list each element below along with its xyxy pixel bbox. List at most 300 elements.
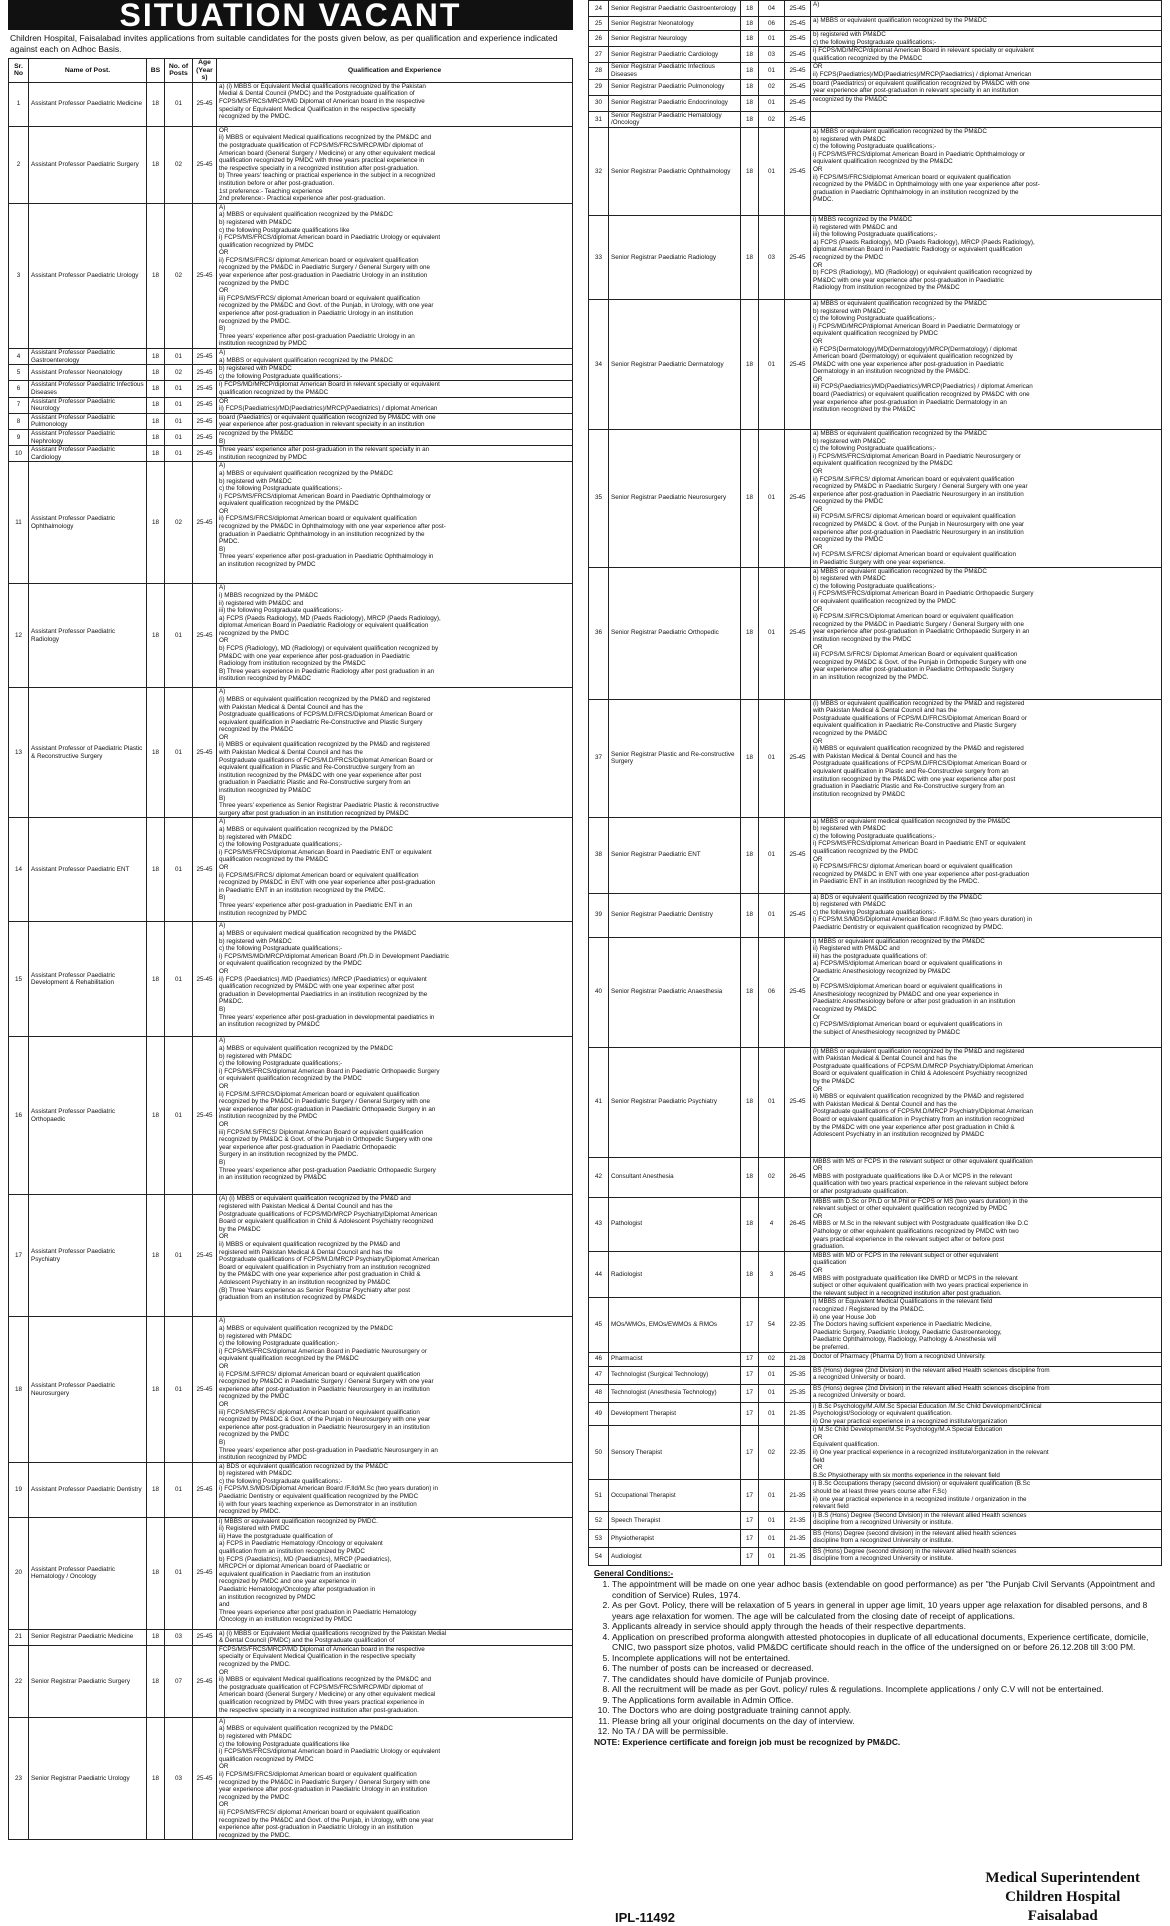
post-name-cell: Assistant Professor Paediatric Medicine: [29, 82, 147, 126]
post-name-cell: Senior Registrar Paediatric Pulmonology: [609, 79, 741, 95]
qualification-line: equivalent qualification recognized by the PM&DC: [219, 1355, 359, 1363]
qualification-line: i) FCPS/MS/FRCS/diplomat American Board in Paediatric Ophthalmology or: [813, 150, 1026, 158]
qualification-line: OR: [813, 165, 823, 173]
age-cell: 21-35: [785, 1547, 811, 1565]
bs-cell: 18: [741, 63, 759, 79]
qualification-cell: [811, 1047, 1162, 1157]
qualification-line: graduation.: [813, 1243, 845, 1251]
posts-count-cell: 01: [165, 1517, 193, 1629]
bs-cell: 18: [147, 584, 165, 688]
post-name-cell: Senior Registrar Neonatology: [609, 17, 741, 31]
qualification-line: iii) FCPS/M.S/FRCS/ diplomat American board or equivalent qualification: [813, 513, 1016, 521]
age-cell: 25-45: [193, 688, 217, 818]
age-cell: 21-35: [785, 1511, 811, 1529]
qualification-line: relevant subject or other equivalent qualification recognized by PMDC: [813, 1205, 1008, 1213]
posts-count-cell: 02: [165, 365, 193, 381]
qualification-line: MBBS with MD or FCPS in the relevant subject or other equivalent: [813, 1251, 999, 1259]
qualification-line: b) registered with PM&DC: [219, 833, 292, 841]
qualification-line: b) registered with PM&DC: [813, 825, 886, 833]
posts-count-cell: 01: [759, 1529, 785, 1547]
qualification-line: recognized by PM&DC & Govt. of the Punjab in Neurosurgery with one year: [219, 1416, 431, 1424]
age-cell: 25-45: [785, 79, 811, 95]
age-cell: 25-45: [193, 584, 217, 688]
post-name-cell: Pharmacist: [609, 1352, 741, 1366]
posts-count-cell: 04: [759, 1, 785, 17]
posts-count-cell: 01: [759, 817, 785, 893]
qualification-line: iv) FCPS/M.S/FRCS/ diplomat American board or equivalent qualification: [813, 551, 1016, 559]
qualification-line: A): [219, 1317, 226, 1325]
qualification-cell: [811, 127, 1162, 215]
bs-cell: 17: [741, 1384, 759, 1402]
post-name-cell: Assistant Professor Paediatric Radiology: [29, 584, 147, 688]
qualification-line: OR: [813, 1266, 823, 1274]
qualification-line: OR: [219, 1120, 229, 1128]
table-row: [9, 203, 573, 348]
qualification-line: discipline from a recognized University or institute.: [813, 1519, 953, 1527]
qualification-line: b) registered with PM&DC: [219, 1733, 292, 1741]
qualification-line: i) FCPS/MS/FRCS/diplomat American Board in Paediatric Orthopaedic Surgery: [219, 1067, 440, 1075]
sr-cell: 46: [589, 1352, 609, 1366]
age-cell: 26-45: [785, 1251, 811, 1298]
table-row: [589, 31, 1162, 47]
qualification-line: Three years' experience after post-graduation Paediatric Urology in an: [219, 332, 415, 340]
qualification-line: Postgraduate qualifications of FCPS/M.D/FRCS/Diplomat American Board or: [813, 760, 1027, 768]
qualification-line: discipline from a recognized University or institute.: [813, 1537, 953, 1545]
post-name-cell: Senior Registrar Paediatric Psychiatry: [609, 1047, 741, 1157]
qualification-line: board (Paediatrics) or equivalent qualification recognized by PM&DC with one: [813, 79, 1030, 87]
qualification-line: graduation in Paediatric Ophthalmology in an institution recognized by the: [219, 530, 425, 538]
table-row: [589, 215, 1162, 299]
table-row: [9, 688, 573, 818]
bs-cell: 17: [741, 1402, 759, 1426]
qualification-line: OR: [813, 375, 823, 383]
qualification-cell: [217, 126, 573, 203]
sr-cell: 29: [589, 79, 609, 95]
qualification-line: a recognized University or board.: [813, 1374, 906, 1382]
posts-count-cell: 01: [165, 1037, 193, 1195]
qualification-line: iii) FCPS/MS/FRCS/ diplomat American board or equivalent qualification: [219, 294, 420, 302]
qualification-cell: [811, 817, 1162, 893]
qualification-line: A): [219, 462, 226, 470]
age-cell: 25-45: [785, 1, 811, 17]
sr-cell: 47: [589, 1366, 609, 1384]
bs-cell: 18: [147, 1629, 165, 1645]
qualification-line: OR: [813, 543, 823, 551]
table-row: [9, 584, 573, 688]
post-name-cell: Senior Registrar Paediatric Urology: [29, 1717, 147, 1840]
post-name-cell: Development Therapist: [609, 1402, 741, 1426]
sr-cell: 12: [9, 584, 29, 688]
sr-cell: 31: [589, 111, 609, 127]
posts-count-cell: 01: [165, 584, 193, 688]
qualification-cell: [811, 699, 1162, 817]
qualification-line: recognized by the PMDC: [219, 629, 289, 637]
sr-cell: 30: [589, 95, 609, 111]
signature-title: Medical Superintendent: [985, 1870, 1140, 1886]
qualification-line: recognized by the PMDC: [813, 253, 883, 261]
qualification-cell: [217, 688, 573, 818]
posts-count-cell: 01: [165, 1462, 193, 1517]
age-cell: 25-45: [193, 365, 217, 381]
qualification-cell: [217, 1645, 573, 1717]
qualification-line: c) the following Postgraduate qualifications;-: [219, 372, 343, 380]
bs-cell: 17: [741, 1366, 759, 1384]
age-cell: 25-45: [193, 126, 217, 203]
qualification-line: A): [219, 1717, 226, 1725]
post-name-cell: Senior Registrar Paediatric Hematology /Oncology: [609, 111, 741, 127]
sr-cell: 19: [9, 1462, 29, 1517]
qualification-line: a) MBBS or equivalent medical qualification recognized by the PM&DC: [813, 817, 1011, 825]
age-cell: 26-45: [785, 1157, 811, 1197]
table-row: [589, 1547, 1162, 1565]
qualification-line: i) FCPS/MS/FRCS/diplomat American board in Paediatric Urology or equivalent: [219, 234, 441, 242]
qualification-line: OR: [813, 261, 823, 269]
qualification-line: B): [219, 1438, 226, 1446]
qualification-line: b) registered with PM&DC: [813, 901, 886, 909]
posts-table-left: [8, 58, 573, 1840]
qualification-line: c) the following Postgraduate qualifications;-: [219, 841, 343, 849]
post-name-cell: Senior Registrar Neurology: [609, 31, 741, 47]
posts-count-cell: 01: [759, 567, 785, 699]
qualification-line: graduation in Paediatric Ophthalmology in an institution recognized by the: [813, 188, 1019, 196]
age-cell: 25-45: [785, 817, 811, 893]
sr-cell: 24: [589, 1, 609, 17]
bs-cell: 18: [741, 567, 759, 699]
bs-cell: 17: [741, 1480, 759, 1511]
qualification-line: OR: [219, 1801, 229, 1809]
qualification-line: Doctor of Pharmacy (Pharma D) from a recognized University.: [813, 1352, 986, 1360]
note-text: NOTE: Experience certificate and foreign job must be recognized by PM&DC.: [594, 1736, 901, 1747]
qualification-line: i) FCPS/MS/FRCS/diplomat American Board in Paediatric ENT or equivalent: [813, 840, 1026, 848]
qualification-line: ii) MBBS or equivalent qualification recognized by the PM&D and registered: [219, 741, 430, 749]
posts-count-cell: 03: [165, 1717, 193, 1840]
table-row: [589, 1426, 1162, 1480]
col-post: Name of Post.: [29, 59, 147, 83]
intro-text: Children Hospital, Faisalabad invites applications from suitable candidates for the posts given below, as per qualification and experience indicated against each on Adhoc Basis.: [10, 33, 558, 54]
qualification-line: OR: [813, 1464, 823, 1472]
qualification-line: c) the following Postgraduate qualifications;-: [219, 485, 343, 493]
table-row: [9, 1317, 573, 1462]
qualification-line: B.Sc Physiotherapy with six months experience in the relevant field: [813, 1471, 1000, 1479]
age-cell: 25-45: [193, 82, 217, 126]
sr-cell: 33: [589, 215, 609, 299]
bs-cell: 17: [741, 1529, 759, 1547]
post-name-cell: Technologist (Surgical Technology): [609, 1366, 741, 1384]
qualification-line: year experience after post-graduation in relevant specialty in an institution: [219, 421, 425, 429]
qualification-line: recognized by the PMDC.: [219, 1661, 291, 1669]
qualification-line: in Paediatric ENT in an institution recognized by the PMDC.: [219, 886, 386, 894]
qualification-line: ii) MBBS or equivalent qualification recognized by the PM&D and registered: [813, 1093, 1024, 1101]
qualification-line: a) MBBS or equivalent qualification recognized by the PM&DC: [813, 567, 987, 575]
bs-cell: 18: [147, 818, 165, 922]
post-name-cell: Senior Registrar Paediatric Medicine: [29, 1629, 147, 1645]
post-name-cell: Assistant Professor Paediatric Infectious Diseases: [29, 381, 147, 397]
bs-cell: 18: [147, 922, 165, 1037]
qualification-line: institution recognized by PMDC: [219, 340, 307, 348]
post-name-cell: Assistant Professor Paediatric Hematology / Oncology: [29, 1517, 147, 1629]
qualification-line: diplomat American Board in Paediatric Radiology or equivalent qualification: [813, 246, 1023, 254]
qualification-line: Board or equivalent qualification in Child & Adolescent Psychiatry recognized: [219, 1218, 434, 1226]
sr-cell: 17: [9, 1195, 29, 1317]
age-cell: 25-45: [193, 1517, 217, 1629]
condition-item: 7. The candidates should have domicile of Punjab province.: [612, 1674, 1160, 1685]
sr-cell: 34: [589, 299, 609, 429]
post-name-cell: Assistant Professor Paediatric Orthopaedic: [29, 1037, 147, 1195]
age-cell: 25-45: [193, 413, 217, 429]
qualification-line: a) MBBS or equivalent qualification recognized by the PM&DC: [219, 1325, 393, 1332]
qualification-cell: [217, 82, 573, 126]
qualification-line: c) the following Postgraduate qualifications like: [219, 1740, 350, 1748]
qualification-line: qualification recognized by the PM&DC: [813, 54, 923, 62]
bs-cell: 18: [147, 397, 165, 413]
qualification-line: A): [813, 1, 820, 8]
sr-cell: 18: [9, 1317, 29, 1462]
sr-cell: 11: [9, 462, 29, 584]
qualification-line: equivalent qualification in Paediatric Re-Constructive and Plastic Surgery: [813, 722, 1017, 730]
qualification-cell: [811, 1547, 1162, 1565]
sr-cell: 14: [9, 818, 29, 922]
age-cell: 25-45: [785, 111, 811, 127]
sr-cell: 4: [9, 349, 29, 365]
qualification-line: registered with Pakistan Medical & Dental Council and has the: [219, 1248, 393, 1256]
qualification-cell: [217, 1317, 573, 1462]
condition-item: 6. The number of posts can be increased or decreased.: [612, 1663, 1160, 1674]
age-cell: 25-45: [193, 922, 217, 1037]
qualification-line: qualification recognized by the PM&DC: [219, 388, 329, 396]
sr-cell: 15: [9, 922, 29, 1037]
condition-item: 9. The Applications form available in Admin Office.: [612, 1695, 1160, 1706]
qualification-cell: [811, 429, 1162, 567]
qualification-cell: [811, 17, 1162, 31]
qualification-line: qualification: [813, 1259, 847, 1267]
qualification-line: Three years' experience after post-graduation in the relevant specialty in an: [219, 446, 430, 454]
bs-cell: 18: [147, 203, 165, 348]
qualification-line: qualification recognized by PMDC with three years practical experience in: [219, 1699, 425, 1707]
bs-cell: 17: [741, 1352, 759, 1366]
qualification-line: A): [219, 818, 226, 826]
qualification-line: Three years' experience as Senior Registrar Paediatric Plastic & reconstructive: [219, 802, 439, 810]
post-name-cell: Senior Registrar Paediatric Dentistry: [609, 893, 741, 937]
qualification-line: c) the following Postgraduate qualifications;-: [813, 445, 937, 453]
qualification-line: equivalent qualification in Plastic and Re-Constructive surgery from an: [813, 767, 1009, 775]
posts-count-cell: 01: [759, 95, 785, 111]
qualification-line: recognized by the PM&DC in Ophthalmology with one year experience after post-: [813, 181, 1040, 189]
qualification-line: recognized by the PM&DC: [813, 730, 888, 737]
post-name-cell: Assistant Professor Paediatric Nephrology: [29, 429, 147, 445]
qualification-line: graduation in Paediatric Plastic and Re-Constructive surgery from an: [813, 783, 1005, 791]
posts-count-cell: 02: [759, 1426, 785, 1480]
age-cell: 22-35: [785, 1426, 811, 1480]
qualification-line: ii) FCPS/MS/FRCS/diplomat American board or equivalent qualification: [219, 1771, 417, 1779]
qualification-line: Postgraduate qualifications of FCPS/M.D/FRCS/Diplomat American Board or: [813, 714, 1027, 722]
sr-cell: 7: [9, 397, 29, 413]
qualification-line: OR: [219, 507, 229, 515]
qualification-cell: [217, 818, 573, 922]
sr-cell: 53: [589, 1529, 609, 1547]
qualification-line: recognized by PM&DC in Paediatric Surgery / General Surgery with one year: [219, 1378, 434, 1386]
qualification-line: institution recognized by the PM&DC: [813, 406, 916, 414]
bs-cell: 18: [741, 215, 759, 299]
qualification-line: recognized by PM&DC: [813, 1005, 877, 1013]
table-row: [9, 381, 573, 397]
qualification-line: the respective specialty in a recognized institution after post-graduation.: [219, 1706, 419, 1714]
qualification-line: ii) FCPS(Dermatology)/MD(Dermatology)/MRCP(Dermatology) / diplomat: [813, 345, 1017, 353]
qualification-line: B): [219, 437, 226, 445]
age-cell: 25-45: [193, 397, 217, 413]
posts-count-cell: 07: [165, 1645, 193, 1717]
qualification-line: MBBS or M.Sc in the relevant subject with Postgraduate qualification like D.C: [813, 1220, 1029, 1228]
qualification-line: an institution recognized by PMDC: [219, 1593, 316, 1601]
sr-cell: 21: [9, 1629, 29, 1645]
qualification-line: b) registered with PM&DC: [219, 1332, 292, 1340]
posts-count-cell: 01: [759, 1384, 785, 1402]
age-cell: 25-45: [193, 1195, 217, 1317]
qualification-line: B): [219, 545, 226, 553]
post-name-cell: Assistant Professor Paediatric Psychiatry: [29, 1195, 147, 1317]
post-name-cell: Senior Registrar Paediatric ENT: [609, 817, 741, 893]
age-cell: 25-45: [785, 893, 811, 937]
qualification-line: specialty or Equivalent Medical Qualification in the respective specialty: [219, 1653, 416, 1661]
right-table-body: [589, 1, 1162, 1566]
table-row: [589, 127, 1162, 215]
table-row: [589, 429, 1162, 567]
qualification-line: recognized by PM&DC & Govt. of the Punjab in Orthopedic Surgery with one: [813, 658, 1027, 666]
qualification-line: (i) MBBS or equivalent qualification recognized by the PM&D and registered: [813, 1047, 1025, 1055]
qualification-cell: [811, 1251, 1162, 1298]
qualification-line: Postgraduate qualifications of FCPS/M.D/MRCP Psychiatry/Diplomat American: [219, 1256, 440, 1264]
qualification-line: Pathology or other equivalent qualifications recognized by PMDC with two: [813, 1228, 1019, 1235]
sr-cell: 8: [9, 413, 29, 429]
qualification-line: graduation from an institution recognized by PM&DC: [219, 1294, 366, 1302]
table-row: [589, 1298, 1162, 1352]
sr-cell: 36: [589, 567, 609, 699]
qualification-line: institution recognized by PM&DC: [219, 787, 312, 795]
qualification-line: recognized by the PMDC.: [219, 317, 291, 325]
qualification-line: a recognized University or board.: [813, 1392, 906, 1400]
bs-cell: 18: [147, 1645, 165, 1717]
table-row: [589, 1384, 1162, 1402]
qualification-line: recognized by PM&DC in Paediatric Surgery / General Surgery with one year: [813, 483, 1028, 491]
table-row: [589, 111, 1162, 127]
posts-count-cell: 01: [165, 429, 193, 445]
qualification-line: b) registered with PM&DC: [219, 365, 292, 373]
qualification-line: American board (Dermatology) or equivalent qualification recognized by: [813, 353, 1013, 361]
posts-count-cell: 01: [759, 1047, 785, 1157]
sr-cell: 32: [589, 127, 609, 215]
qualification-line: ii) FCPS/M.S/FRCS/Diplomat American board or equivalent qualification: [219, 1090, 420, 1098]
qualification-line: Three years' experience after post-graduation Paediatric Orthopaedic Surgery: [219, 1166, 436, 1174]
qualification-line: ii) registered with PM&DC and: [219, 599, 304, 607]
qualification-line: a) FCPS (Paeds Radiology), MD (Paeds Radiology), MRCP (Paeds Radiology),: [813, 238, 1035, 246]
qualification-line: recognized by the PM&DC: [219, 726, 294, 734]
sr-cell: 50: [589, 1426, 609, 1480]
qualification-line: or after postgraduate qualification.: [813, 1188, 909, 1195]
qualification-line: b) registered with PM&DC: [813, 575, 886, 583]
post-name-cell: Occupational Therapist: [609, 1480, 741, 1511]
posts-count-cell: 03: [759, 47, 785, 63]
bs-cell: 18: [741, 1157, 759, 1197]
qualification-line: recognized by the PM&DC in Paediatric Surgery / General Surgery with one: [813, 620, 1025, 628]
qualification-line: b) FCPS (Paediatrics), MD (Paediatrics), MRCP (Paediatrics),: [219, 1555, 392, 1563]
qualification-line: OR: [813, 337, 823, 345]
qualification-line: B) Three years experience in Paediatric Radiology after post graduation in an: [219, 667, 435, 675]
table-row: [9, 1037, 573, 1195]
qualification-line: be preferred.: [813, 1343, 850, 1351]
table-row: [589, 1402, 1162, 1426]
qualification-line: b) registered with PM&DC: [219, 937, 292, 945]
qualification-line: OR: [219, 863, 229, 871]
table-row: [589, 79, 1162, 95]
table-row: [589, 817, 1162, 893]
qualification-line: graduation in Developmental Paediatrics in an institution recognized by the: [219, 990, 428, 998]
age-cell: 22-35: [785, 1298, 811, 1352]
qualification-line: OR: [813, 467, 823, 475]
qualification-line: specialty or Equivalent Medical Qualification in the respective specialty: [219, 105, 416, 113]
qualification-cell: [811, 215, 1162, 299]
table-row: [9, 397, 573, 413]
qualification-line: OR: [813, 1212, 823, 1220]
qualification-line: i) FCPS/MS/MD/MRCP/diplomat American Board /Ph.D in Development Paediatric: [219, 952, 449, 960]
sr-cell: 23: [9, 1717, 29, 1840]
post-name-cell: Senior Registrar Paediatric Dermatology: [609, 299, 741, 429]
qualification-line: b) FCPS (Radiology), MD (Radiology) or equivalent qualification recognized by: [219, 645, 439, 653]
age-cell: 25-45: [193, 1462, 217, 1517]
table-row: [9, 922, 573, 1037]
table-row: [589, 299, 1162, 429]
post-name-cell: Senior Registrar Paediatric Cardiology: [609, 47, 741, 63]
sr-cell: 42: [589, 1157, 609, 1197]
age-cell: 25-45: [785, 299, 811, 429]
qualification-line: in Paediatric Surgery with one year experience.: [813, 559, 945, 567]
signature-city: Faisalabad: [1027, 1908, 1098, 1924]
post-name-cell: Senior Registrar Paediatric Orthopedic: [609, 567, 741, 699]
qualification-line: Adolescent Psychiatry in an institution recognized by PM&DC: [219, 1278, 391, 1286]
qualification-cell: [811, 1352, 1162, 1366]
qualification-line: OR: [219, 287, 229, 295]
qualification-line: equivalent qualification in Paediatric from an institution: [219, 1570, 371, 1578]
qualification-line: OR: [813, 505, 823, 513]
qualification-line: ii) Registered with PM&DC and: [813, 945, 900, 953]
signature-hospital: Children Hospital: [1005, 1889, 1121, 1905]
qualification-line: Adolescent Psychiatry in an institution recognized by PM&DC: [813, 1131, 985, 1139]
posts-count-cell: 01: [165, 349, 193, 365]
post-name-cell: Radiologist: [609, 1251, 741, 1298]
qualification-line: ii) FCPS/M.S/FRCS/Diplomat American board or equivalent qualification: [813, 613, 1014, 621]
qualification-line: Three years' experience after post-graduation in Paediatric Ophthalmology in: [219, 553, 434, 561]
sr-cell: 10: [9, 446, 29, 462]
qualification-cell: [811, 1298, 1162, 1352]
qualification-cell: [811, 893, 1162, 937]
qualification-line: PM&DC with one year experience after post-graduation in Paediatric: [219, 652, 410, 660]
table-row: [589, 95, 1162, 111]
qualification-cell: [217, 462, 573, 584]
qualification-line: in Paediatric ENT in an institution recognized by the PMDC.: [813, 878, 980, 886]
qualification-line: qualification with two years practical experience in the relevant subject before: [813, 1180, 1029, 1188]
conditions-title: General Conditions:-: [594, 1568, 674, 1578]
qualification-line: recognized by PM&DC in ENT with one year experience after post-graduation: [219, 879, 436, 887]
qualification-line: i) FCPS/MS/FRCS/diplomat American Board in Paediatric Ophthalmology or: [219, 492, 432, 500]
qualification-line: Psychologist/Sociology or equivalent qualification.: [813, 1410, 952, 1418]
qualification-line: American board (General Surgery / Medicine) or any other equivalent medical: [219, 149, 436, 157]
sr-cell: 43: [589, 1197, 609, 1251]
qualification-cell: [217, 1195, 573, 1317]
qualification-line: ii) One year practical experience in a recognized institute/organization: [813, 1417, 1008, 1425]
qualification-cell: [811, 95, 1162, 111]
qualification-line: recognized by PMDC and one year experience in: [219, 1578, 357, 1586]
sr-cell: 28: [589, 63, 609, 79]
posts-count-cell: 01: [165, 381, 193, 397]
qualification-line: i) MBBS or equivalent qualification recognized by the PM&DC: [813, 937, 985, 945]
